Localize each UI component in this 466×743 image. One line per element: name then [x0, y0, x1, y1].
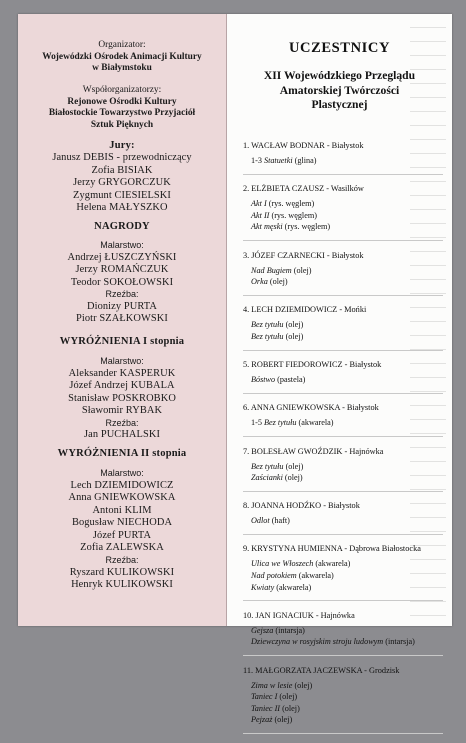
participant-entry	[243, 250, 443, 296]
distinction-winner: Bogusław NIECHODA	[71, 517, 173, 529]
artwork-medium: (olej)	[283, 331, 304, 341]
distinction-winner: Józef Andrzej KUBALA	[69, 380, 175, 392]
artwork-medium: (intarsja)	[273, 625, 305, 635]
entry-divider	[243, 491, 443, 492]
subtitle-line: Amatorskiej Twórczości	[279, 83, 400, 97]
organizer-line: w Białymstoku	[92, 63, 152, 74]
artwork-medium: (akwarela)	[296, 418, 334, 428]
artwork-title: Taniec I	[251, 692, 278, 702]
participant-entry	[243, 140, 443, 175]
participant-name: 5. ROBERT FIEDOROWICZ - Białystok	[243, 360, 382, 370]
artwork-item	[243, 472, 443, 484]
artwork-item	[243, 558, 443, 570]
distinction-winner: Stanisław POSKROBKO	[68, 392, 176, 404]
distinction-winner: Zofia ZALEWSKA	[80, 542, 164, 554]
artwork-item	[243, 582, 443, 594]
artwork-medium: (olej)	[283, 320, 304, 330]
artwork-title: Bez tytułu	[263, 418, 297, 428]
organizer-section	[18, 40, 226, 75]
artwork-item	[243, 417, 443, 429]
subtitle-line: Plastycznej	[311, 98, 368, 111]
distinction-winner: Jan PUCHALSKI	[83, 429, 161, 441]
participant-name: 10. JAN IGNACIUK - Hajnówka	[243, 610, 355, 620]
artwork-title: Odlot	[251, 516, 270, 526]
participant-entry	[243, 446, 443, 492]
jury-member: Zofia BISIAK	[91, 164, 153, 176]
artwork-title: Bez tytułu	[251, 320, 284, 330]
organizer-line: Wojewódzki Ośrodek Animacji Kultury	[42, 51, 202, 62]
coorganizer-line: Białostockie Towarzystwo Przyjaciół	[48, 108, 196, 119]
distinctions-1-section	[18, 335, 226, 442]
artwork-title: Pejzaż	[251, 715, 273, 725]
jury-section	[18, 139, 226, 215]
subtitle-line: XII Wojewódzkiego Przeglądu	[263, 69, 416, 82]
distinction-winner: Józef PURTA	[92, 529, 152, 541]
artwork-item	[243, 155, 443, 167]
awards-heading: NAGRODY	[94, 221, 150, 232]
artwork-title: Akt I	[251, 199, 267, 209]
artwork-title: Orka	[251, 277, 268, 287]
distinction-winner: Anna GNIEWKOWSKA	[68, 492, 176, 504]
participant-entry	[243, 183, 443, 241]
entry-divider	[243, 350, 443, 351]
painting-label: Malarstwo:	[100, 240, 144, 250]
participant-name: 6. ANNA GNIEWKOWSKA - Białystok	[243, 403, 379, 413]
award-winner: Piotr SZAŁKOWSKI	[76, 313, 168, 325]
artwork-item	[243, 331, 443, 343]
participant-entry	[243, 500, 443, 535]
exhibition-subtitle	[227, 69, 452, 113]
participant-name: 7. BOLESŁAW GWOŹDZIK - Hajnówka	[243, 446, 384, 456]
award-winner: Andrzej ŁUSZCZYŃSKI	[67, 251, 177, 263]
artwork-medium: (olej)	[282, 473, 303, 483]
distinction-winner: Antoni KLIM	[92, 504, 152, 516]
artwork-medium: (pastela)	[275, 375, 306, 385]
artwork-title: Dziewczyna w rosyjskim stroju ludowym	[251, 637, 384, 647]
artwork-medium: (rys. węglem)	[266, 199, 315, 209]
participant-name: 3. JÓZEF CZARNECKI - Białystok	[243, 250, 364, 260]
jury-member: Janusz DEBIS - przewodniczący	[52, 152, 192, 163]
artwork-title: Nad Bugiem	[251, 265, 292, 275]
artwork-title: Bez tytułu	[251, 461, 284, 471]
artwork-medium: (olej)	[280, 703, 300, 713]
participant-entry	[243, 359, 443, 394]
painting-label: Malarstwo:	[100, 468, 144, 478]
distinction-winner: Ryszard KULIKOWSKI	[69, 566, 175, 578]
artwork-item	[243, 691, 443, 703]
distinctions-1-heading: WYRÓŻNIENIA I stopnia	[59, 336, 185, 347]
entry-divider	[243, 240, 443, 241]
artwork-item	[243, 703, 443, 715]
coorganizer-line: Rejonowe Ośrodki Kultury	[67, 96, 177, 107]
show-through-line	[410, 27, 446, 28]
artwork-medium: (olej)	[267, 277, 288, 287]
artwork-title: Zima w lesie	[251, 680, 293, 690]
artwork-title: Kwiaty	[251, 582, 275, 592]
participant-entry	[243, 304, 443, 350]
artwork-title: Nad potokiem	[251, 571, 297, 581]
artwork-medium: (haft)	[269, 516, 290, 526]
artwork-title: Taniec II	[251, 703, 281, 713]
artwork-medium: (olej)	[272, 715, 293, 725]
artwork-count: 1-5	[251, 418, 264, 428]
artwork-title: Bóstwo	[251, 375, 276, 385]
participants-title: UCZESTNICY	[288, 40, 391, 56]
participant-name: 1. WACŁAW BODNAR - Białystok	[243, 141, 364, 150]
artwork-title: Gejsza	[251, 625, 274, 635]
awards-section	[18, 220, 226, 326]
artwork-title: Akt II	[251, 210, 270, 220]
award-winner: Dionizy PURTA	[87, 300, 157, 312]
artwork-item	[243, 625, 443, 637]
distinctions-2-heading: WYRÓŻNIENIA II stopnia	[57, 448, 187, 459]
entry-divider	[243, 600, 443, 601]
painting-label: Malarstwo:	[100, 356, 144, 366]
artwork-item	[243, 461, 443, 473]
artwork-medium: (intarsja)	[383, 637, 415, 647]
participant-name: 11. MAŁGORZATA JACZEWSKA - Grodzisk	[243, 665, 400, 675]
artwork-medium: (rys. węglem)	[282, 222, 331, 232]
artwork-medium: (olej)	[291, 265, 312, 275]
artwork-item	[243, 636, 443, 648]
artwork-item	[243, 515, 443, 527]
coorganizer-line: Sztuk Pięknych	[90, 119, 154, 130]
artwork-item	[243, 570, 443, 582]
artwork-item	[243, 221, 443, 233]
participant-entry	[243, 610, 443, 656]
artwork-medium: (glina)	[292, 156, 317, 165]
organizer-label: Organizator:	[98, 40, 146, 50]
entry-divider	[243, 295, 443, 296]
entry-divider	[243, 436, 443, 437]
participant-entry	[243, 543, 443, 601]
distinction-winner: Sławomir RYBAK	[81, 405, 163, 417]
artwork-item	[243, 210, 443, 222]
distinction-winner: Henryk KULIKOWSKI	[71, 579, 173, 591]
artwork-item	[243, 714, 443, 726]
entry-divider	[243, 174, 443, 175]
jury-member: Jerzy GRYGORCZUK	[73, 177, 171, 189]
participant-name: 2. ELŻBIETA CZAUSZ - Wasilków	[243, 184, 364, 194]
artwork-medium: (rys. węglem)	[269, 210, 317, 220]
right-panel	[227, 14, 452, 725]
artwork-item	[243, 680, 443, 692]
participant-name: 8. JOANNA HODŹKO - Białystok	[243, 501, 360, 511]
distinctions-2-section	[18, 447, 226, 592]
jury-member: Helena MAŁYSZKO	[76, 202, 168, 214]
artwork-title: Akt męski	[251, 222, 283, 232]
brochure-sheet	[18, 14, 452, 725]
entry-divider	[243, 393, 443, 394]
sculpture-label: Rzeźba:	[105, 417, 139, 428]
artwork-title: Ulica we Włoszech	[251, 559, 314, 569]
artwork-title: Zaścianki	[251, 473, 283, 483]
award-winner: Teodor SOKOŁOWSKI	[70, 276, 174, 288]
artwork-medium: (olej)	[292, 680, 313, 690]
artwork-medium: (akwarela)	[296, 571, 334, 581]
artwork-title: Bez tytułu	[251, 331, 284, 341]
sculpture-label: Rzeźba:	[105, 289, 139, 300]
artwork-title: Statuetki	[263, 156, 293, 165]
artwork-medium: (olej)	[283, 461, 304, 471]
distinction-winner: Lech DZIEMIDOWICZ	[70, 479, 174, 491]
artwork-item	[243, 374, 443, 386]
show-through-line	[410, 125, 446, 126]
entry-divider	[243, 534, 443, 535]
participant-list	[243, 140, 443, 743]
distinction-winner: Aleksander KASPERUK	[68, 367, 176, 379]
artwork-item	[243, 265, 443, 277]
participant-name: 4. LECH DZIEMIDOWICZ - Mońki	[243, 305, 367, 315]
award-winner: Jerzy ROMAŃCZUK	[75, 264, 169, 276]
entry-divider	[243, 655, 443, 656]
participant-entry	[243, 665, 443, 734]
artwork-medium: (akwarela)	[274, 582, 312, 592]
coorganizers-label: Współorganizatorzy:	[82, 85, 162, 95]
jury-member: Zygmunt CIESIELSKI	[73, 189, 171, 201]
sculpture-label: Rzeźba:	[105, 555, 139, 566]
coorganizers-section	[18, 85, 226, 131]
artwork-item	[243, 319, 443, 331]
artwork-item	[243, 276, 443, 288]
entry-divider	[243, 733, 443, 734]
participant-name: 9. KRYSTYNA HUMIENNA - Dąbrowa Białostocka	[243, 544, 421, 554]
participant-entry	[243, 402, 443, 437]
artwork-medium: (akwarela)	[313, 559, 351, 569]
artwork-item	[243, 198, 443, 210]
jury-heading: Jury:	[109, 140, 135, 151]
left-panel	[18, 14, 227, 626]
artwork-medium: (olej)	[277, 692, 298, 702]
artwork-count: 1-3	[251, 156, 264, 165]
